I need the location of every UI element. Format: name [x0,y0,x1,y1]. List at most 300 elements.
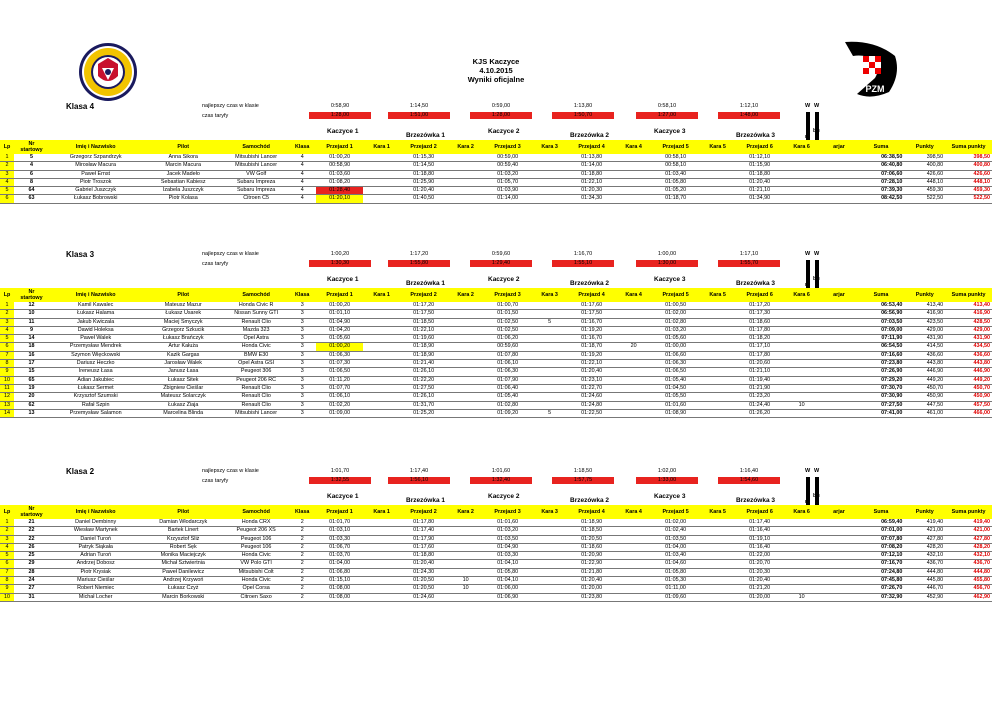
nr-header-line1: Nr [28,289,35,295]
stage-time-cell: 01:23,80 [568,593,615,601]
ni-label: ni [805,499,810,505]
driver-name-cell: Ireneusz Łasa [49,368,142,376]
stage-time-cell: 01:00,50 [652,302,699,310]
best-time-value: 1:01,70 [330,468,350,474]
penalty-cell [783,535,820,543]
penalty-cell [447,343,484,351]
start-number-cell: 62 [14,401,49,409]
penalty-cell [615,552,652,560]
sum-points-cell: 426,60 [945,170,992,178]
class-cell: 3 [288,326,316,334]
penalty-cell [699,527,736,535]
tariff-time-value: 1:51,00 [388,112,450,119]
stage-time-cell: 01:20,10 [316,195,363,203]
stage-time-cell: 01:34,30 [568,195,615,203]
penalty-cell [699,376,736,384]
penalty-cell [615,568,652,576]
stage-time-cell: 01:18,80 [568,170,615,178]
driver-name-cell: Krzysztof Szumski [49,393,142,401]
start-number-cell: 22 [14,527,49,535]
stage-time-cell: 01:05,80 [652,178,699,186]
penalty-cell [531,393,568,401]
class-cell: 3 [288,302,316,310]
stage-header: Kaczyce 3 [654,276,686,283]
penalty-cell [447,154,484,162]
stage-time-cell: 01:18,20 [736,335,783,343]
table-row [0,360,992,368]
start-number-cell: 18 [14,343,49,351]
penalty-cell [699,585,736,593]
class-header: Klasa [288,140,316,154]
points-cell: 426,60 [904,170,945,178]
time-col-header: Kara 4 [615,505,652,519]
penalty-cell [447,187,484,195]
start-number-cell: 19 [14,384,49,392]
driver-name-cell: Dawid Holeksa [49,326,142,334]
sum-points-cell: 413,40 [945,302,992,310]
arj-cell [820,393,857,401]
start-number-cell: 21 [14,519,49,527]
car-cell: Honda Civic R [224,302,288,310]
penalty-cell [447,560,484,568]
penalty-cell [615,326,652,334]
table-row [0,401,992,409]
automobilklub-logo [78,42,138,102]
table-row [0,409,992,417]
stage-header: Kaczyce 3 [654,128,686,135]
stage-time-cell: 01:20,60 [736,360,783,368]
arj-cell [820,351,857,359]
sum-points-cell: 421,00 [945,527,992,535]
sum-points-cell: 448,10 [945,178,992,186]
penalty-cell [363,178,400,186]
lp-header [0,505,14,519]
penalty-cell [699,568,736,576]
stage-time-cell: 01:13,80 [568,154,615,162]
start-number-cell: 5 [14,154,49,162]
stage-time-cell: 01:17,20 [400,302,447,310]
arj-cell [820,187,857,195]
sum-cell: 06:56,90 [858,310,905,318]
penalty-cell [615,535,652,543]
stage-time-cell: 01:06,10 [316,393,363,401]
ni-label: ni [805,282,810,288]
stage-time-cell: 01:02,50 [484,318,531,326]
penalty-cell [363,326,400,334]
table-header-row [0,288,992,302]
sum-points-header: Suma punkty [945,140,992,154]
stage-time-cell: 00:59,40 [484,162,531,170]
stage-time-cell: 01:08,00 [316,593,363,601]
stage-time-cell: 01:02,00 [652,519,699,527]
pilot-name-cell: Łukasz Ziaja [142,401,224,409]
position-cell: 3 [0,170,14,178]
stage-header: Brzezówka 3 [736,497,776,504]
sum-cell: 07:45,80 [858,577,905,585]
points-cell: 448,10 [904,178,945,186]
penalty-cell [615,335,652,343]
table-row [0,585,992,593]
position-cell: 6 [0,560,14,568]
sum-cell: 07:24,80 [858,568,905,576]
penalty-cell [531,162,568,170]
class-cell: 4 [288,170,316,178]
best-time-value: 1:13,80 [573,103,593,109]
stage-time-cell: 01:20,40 [400,187,447,195]
penalty-cell [615,393,652,401]
nr-header-line2: startowy [20,512,43,518]
penalty-cell [783,384,820,392]
best-time-value: 1:14,50 [409,103,429,109]
time-col-header: Kara 4 [615,288,652,302]
stage-time-cell: 01:21,10 [736,368,783,376]
penalty-cell [447,368,484,376]
points-cell: 416,90 [904,310,945,318]
driver-name-cell: Wiesław Martynek [49,527,142,535]
table-row [0,310,992,318]
points-cell: 400,80 [904,162,945,170]
stage-time-cell: 01:20,40 [568,577,615,585]
pilot-name-cell: Marcin Macura [142,162,224,170]
class-header: Klasa [288,505,316,519]
penalty-cell [447,170,484,178]
car-cell: BMW E30 [224,351,288,359]
arj-cell [820,318,857,326]
sum-cell: 07:41,00 [858,409,905,417]
stage-time-cell: 01:03,40 [652,552,699,560]
pilot-name-cell: Łukasz Usarek [142,310,224,318]
stage-time-cell: 01:20,40 [736,577,783,585]
position-cell: 8 [0,360,14,368]
sum-cell: 07:32,90 [858,593,905,601]
stage-time-cell: 01:17,40 [400,527,447,535]
car-cell: VW Golf [224,170,288,178]
pilot-name-cell: Kazik Gargas [142,351,224,359]
points-cell: 421,00 [904,527,945,535]
car-cell: Opel Astra GSI [224,360,288,368]
stage-time-cell: 01:19,20 [568,326,615,334]
stage-time-cell: 01:19,60 [400,335,447,343]
stage-time-cell: 01:06,40 [484,384,531,392]
arj-cell [820,376,857,384]
time-col-header: Przejazd 5 [652,288,699,302]
penalty-cell [447,384,484,392]
stage-time-cell: 01:03,30 [484,552,531,560]
stage-time-cell: 01:40,50 [400,195,447,203]
pilot-name-cell: Łukasz Sitek [142,376,224,384]
penalty-cell [699,178,736,186]
start-number-cell: 11 [14,318,49,326]
position-cell: 5 [0,335,14,343]
arj-cell [820,527,857,535]
start-number-cell: 31 [14,593,49,601]
stage-time-cell: 00:58,90 [316,162,363,170]
tariff-time-value: 1:28,00 [309,112,371,119]
penalty-cell [363,527,400,535]
arj-cell [820,335,857,343]
stage-time-cell: 01:06,50 [652,368,699,376]
position-cell: 4 [0,178,14,186]
tariff-time-value: 1:32,55 [309,477,371,484]
stage-header: Kaczyce 2 [488,276,520,283]
best-time-value: 1:18,50 [573,468,593,474]
car-cell: Renault Clio [224,401,288,409]
sum-points-cell: 431,90 [945,335,992,343]
sum-cell: 07:11,90 [858,335,905,343]
time-col-header: Kara 5 [699,288,736,302]
pilot-name-cell: Izabela Juszczyk [142,187,224,195]
table-header-row [0,505,992,519]
time-col-header: Kara 3 [531,140,568,154]
penalty-cell: 5 [531,318,568,326]
penalty-cell [363,393,400,401]
penalty-cell [447,162,484,170]
penalty-cell [783,376,820,384]
stage-time-cell: 01:04,50 [652,384,699,392]
stage-time-cell: 01:06,30 [316,351,363,359]
driver-name-cell: Gabriel Juszczyk [49,187,142,195]
bu-label: bu [813,493,820,499]
penalty-cell [699,552,736,560]
penalty-cell [783,543,820,551]
sum-cell: 08:42,50 [858,195,905,203]
pzm-logo-text: PZM [865,84,885,94]
class-title: Klasa 2 [66,467,95,476]
stage-time-cell: 01:16,40 [736,543,783,551]
time-col-header: Kara 3 [531,505,568,519]
points-cell: 414,50 [904,343,945,351]
points-cell: 445,80 [904,577,945,585]
stage-time-cell: 01:09,20 [484,409,531,417]
sum-cell: 07:03,50 [858,318,905,326]
penalty-cell [363,351,400,359]
sum-points-cell: 416,90 [945,310,992,318]
stage-time-cell: 01:20,70 [736,560,783,568]
points-cell: 432,10 [904,552,945,560]
best-time-value: 1:00,20 [330,251,350,257]
stage-time-cell: 01:21,20 [736,585,783,593]
start-number-cell: 26 [14,543,49,551]
sum-points-cell: 466,00 [945,409,992,417]
sum-cell: 07:29,20 [858,376,905,384]
time-col-header: Przejazd 1 [316,140,363,154]
points-cell: 429,00 [904,326,945,334]
car-cell: Mazda 323 [224,326,288,334]
driver-name-cell: Szymon Więckowski [49,351,142,359]
name-header: Imię i Nazwisko [49,505,142,519]
points-header: Punkty [904,288,945,302]
penalty-cell [783,326,820,334]
penalty-cell [363,552,400,560]
table-row [0,568,992,576]
penalty-cell [447,535,484,543]
stage-header: Brzezówka 3 [736,280,776,287]
penalty-cell [447,376,484,384]
time-col-header: Przejazd 6 [736,505,783,519]
sum-points-cell: 428,50 [945,318,992,326]
points-cell: 450,70 [904,384,945,392]
stage-time-cell: 01:04,20 [316,326,363,334]
stage-time-cell: 01:26,10 [400,368,447,376]
penalty-cell [699,384,736,392]
stage-time-cell: 01:23,20 [736,393,783,401]
penalty-cell [447,351,484,359]
results-table [0,288,992,418]
sum-points-header: Suma punkty [945,505,992,519]
penalty-cell [447,360,484,368]
start-number-cell: 17 [14,360,49,368]
position-cell: 14 [0,409,14,417]
ni-label: ni [805,134,810,140]
penalty-cell [699,360,736,368]
penalty-cell [615,360,652,368]
car-cell: Mitsubishi Lancer [224,409,288,417]
sum-header: Suma [858,505,905,519]
class-title: Klasa 4 [66,102,95,111]
sum-cell: 07:12,10 [858,552,905,560]
sum-cell: 07:28,10 [858,178,905,186]
time-col-header: Kara 6 [783,140,820,154]
penalty-cell [783,368,820,376]
results-status: Wyniki oficjalne [467,75,525,84]
car-cell: Renault Clio [224,393,288,401]
start-number-cell: 64 [14,187,49,195]
tariff-time-value: 1:56,10 [388,477,450,484]
driver-name-cell: Paweł Ernst [49,170,142,178]
driver-name-cell: Grzegorz Szpandrzyk [49,154,142,162]
nr-header [14,140,49,154]
penalty-cell [699,593,736,601]
tariff-time-value: 1:32,40 [470,477,532,484]
penalty-cell [447,335,484,343]
sum-cell: 07:16,70 [858,560,905,568]
car-cell: Honda Civic [224,577,288,585]
table-row [0,552,992,560]
lp-header-label: Lp [3,292,11,298]
points-cell: 423,50 [904,318,945,326]
driver-name-cell: Rafał Szpin [49,401,142,409]
tariff-label: czas taryfy [202,478,229,484]
penalty-cell [363,409,400,417]
start-number-cell: 9 [14,326,49,334]
penalty-cell [783,154,820,162]
arj-cell [820,585,857,593]
class-cell: 2 [288,552,316,560]
time-col-header: Kara 2 [447,288,484,302]
penalty-cell [531,335,568,343]
nr-header [14,505,49,519]
stage-time-cell: 01:21,90 [736,384,783,392]
stage-time-cell: 01:16,70 [568,318,615,326]
penalty-cell [531,368,568,376]
arj-cell [820,384,857,392]
stage-header: Brzezówka 1 [406,132,446,139]
penalty-cell [615,519,652,527]
position-cell: 9 [0,368,14,376]
start-number-cell: 12 [14,302,49,310]
stage-time-cell: 01:19,20 [568,351,615,359]
driver-name-cell: Daniel Dembinny [49,519,142,527]
stage-time-cell: 01:05,80 [652,568,699,576]
stage-time-cell: 01:07,90 [484,376,531,384]
penalty-cell [447,195,484,203]
points-cell: 443,80 [904,360,945,368]
time-col-header: Kara 2 [447,140,484,154]
driver-name-cell: Przemysław Salamon [49,409,142,417]
stage-time-cell: 01:18,90 [400,343,447,351]
position-cell: 6 [0,343,14,351]
stage-time-cell: 01:02,50 [484,326,531,334]
penalty-cell [363,195,400,203]
time-col-header: Kara 1 [363,140,400,154]
arj-cell [820,343,857,351]
arj-cell [820,577,857,585]
time-col-header: Kara 3 [531,288,568,302]
penalty-cell [615,310,652,318]
arj-cell [820,560,857,568]
penalty-cell [699,409,736,417]
arj-cell [820,170,857,178]
pilot-header: Pilot [142,140,224,154]
pilot-name-cell: Mateusz Mazur [142,302,224,310]
penalty-cell [531,326,568,334]
class-cell: 3 [288,335,316,343]
penalty-cell [783,187,820,195]
penalty-cell [363,302,400,310]
sum-cell: 07:26,70 [858,585,905,593]
stage-time-cell: 01:05,80 [484,568,531,576]
arj-cell [820,310,857,318]
stage-time-cell: 01:03,40 [652,170,699,178]
table-row [0,343,992,351]
stage-time-cell: 01:20,40 [736,178,783,186]
tariff-time-value: 1:57,75 [552,477,614,484]
penalty-cell [363,170,400,178]
penalty-cell [615,318,652,326]
stage-time-cell: 01:04,90 [316,318,363,326]
car-cell: Peugeot 206 RC [224,376,288,384]
time-col-header: Kara 6 [783,288,820,302]
stage-time-cell: 01:18,70 [652,195,699,203]
pilot-name-cell: Artur Kałuża [142,343,224,351]
stage-time-cell: 01:21,10 [736,187,783,195]
driver-name-cell: Adrian Turoń [49,552,142,560]
stage-time-cell: 01:16,40 [736,527,783,535]
sum-cell: 07:27,50 [858,401,905,409]
tariff-time-value: 1:29,40 [470,260,532,267]
table-row [0,543,992,551]
penalty-cell [699,187,736,195]
results-table [0,140,992,204]
start-number-cell: 4 [14,162,49,170]
stage-time-cell: 01:06,70 [316,543,363,551]
position-cell: 8 [0,577,14,585]
class-header: Klasa [288,288,316,302]
stage-time-cell: 01:02,80 [484,401,531,409]
pzm-logo [835,38,903,100]
start-number-cell: 6 [14,170,49,178]
stage-time-cell: 01:04,60 [652,560,699,568]
w-mark: W [814,251,820,257]
event-date: 4.10.2015 [479,66,513,75]
penalty-cell [615,409,652,417]
stage-time-cell: 01:05,70 [484,178,531,186]
penalty-cell [531,568,568,576]
penalty-cell [363,543,400,551]
arj-cell [820,401,857,409]
car-cell: Peugeot 306 [224,368,288,376]
start-number-cell: 63 [14,195,49,203]
